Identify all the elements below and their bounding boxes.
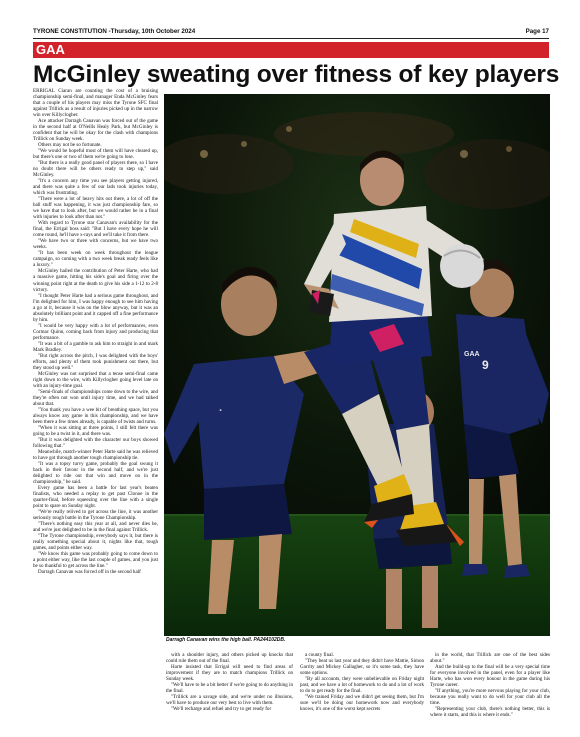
article-paragraph: Every game has been a battle for last year's beaten finalists, who needed a replay to get past Clonoe in the quarter-final, before squeezing over the line with a single point to spare on Sunday night. <box>33 485 158 510</box>
section-label: GAA <box>36 42 65 57</box>
article-paragraph: "There's nothing easy this year at all, and never dies he, and we're just delighted to be in the final against Trillick. <box>33 521 158 534</box>
article-paragraph: McGinley hailed the contribution of Peter Harte, who had a massive game, hitting his side's goal and firing over the winning point right at the death to give his side a 1-12 to 2-8 victory. <box>33 268 158 293</box>
jersey-crest: GAA <box>464 351 480 358</box>
article-photo <box>164 94 550 636</box>
article-paragraph: Meanwhile, match-winner Peter Harte said he was relieved to have got through another tough championship tie. <box>33 448 158 461</box>
publication-dateline: TYRONE CONSTITUTION -Thursday, 10th October 2024 <box>33 28 196 35</box>
article-paragraph: "But it was delighted with the character our boys showed following that." <box>33 436 158 449</box>
article-column-3 <box>300 652 424 732</box>
article-paragraph: "But there is a really good panel of players there, so I have no doubt there will be others ready to step up," said McGinley. <box>33 160 158 179</box>
article-paragraph: Others may not be so fortunate. <box>38 142 102 149</box>
article-paragraph: "You thank you have a wee bit of breathing space, but you always know any game in this championship, and we have been there a few times already, is capable of twists and turns. <box>33 406 158 425</box>
article-column-2 <box>166 652 293 732</box>
article-paragraph: "We'll recharge and refuel and try to get ready for <box>171 706 272 713</box>
article-paragraph: "By all accounts, they were unbelievable on Friday night past, and we have a lot of homework to do and a lot of work to do to get ready for the final. <box>300 676 424 695</box>
article-paragraph: "I would be very happy with a lot of performances, even Cormac Quinn, coming back from injury and producing that performance. <box>33 322 158 341</box>
article-paragraph: "We trained Friday and we didn't get seeing them, but I'm sure we'll be doing our homework now and everybody knows, it's one of the worst kept secrets <box>300 694 424 713</box>
article-paragraph: Ace attacker Darragh Canavan was forced out of the game in the second half at O'Neills Healy Park, but McGinley is confident that he will be okay for the clash with champions Trillick on Sunday week. <box>33 118 158 143</box>
article-column-4 <box>430 652 550 732</box>
article-paragraph: "It was a topsy turvy game, probably the goal swung it back in their favour in the second half, and we're just delighted to ride out that win and move on in the championship," he said. <box>33 460 158 486</box>
svg-text:·: · <box>219 405 223 417</box>
article-paragraph: And the build-up to the final will be a very special time for everyone involved in the panel, even for a player like Harte, who has won every honour in the game during his Tyrone career. <box>430 664 550 689</box>
jersey-number: 9 <box>482 358 489 372</box>
article-paragraph: "I thought Peter Harte had a serious game throughout, and I'm delighted for him, I was happy enough to see him having a go at it, because it was on the blow anyway, but it was an absolutely brilliant point and it capped off a fine performance by him. <box>33 292 158 323</box>
article-paragraph: "When it was sitting at three points, I still felt there was going to be a twist in it, and there was. <box>33 424 158 437</box>
article-paragraph: "Semi-finals of championships come down to the wire, and they're often not won until injury time, and we had talked about that. <box>33 388 158 407</box>
football-photo-illustration <box>164 94 550 636</box>
article-paragraph: "We'll have to be a bit better if we're going to do anything in the final. <box>166 682 293 695</box>
article-paragraph: "It was a bit of a gamble to ask him to straight in and mark Mark Bradley. <box>33 340 158 353</box>
article-paragraph: ERRIGAL Ciaran are counting the cost of a bruising championship semi-final, and manager Enda McGinley fears that a couple of his players may miss the Tyrone SFC final against Trillick as a result of injuries picked up in the narrow win over Killyclogher. <box>33 88 158 119</box>
article-paragraph: "It's a concern any time you see players getting injured, and there was quite a few of our lads took injuries today, which was frustrating. <box>33 178 158 197</box>
article-paragraph: "Trillick are a savage side, and we're under no illusions, we'll have to produce our very best to live with them. <box>166 694 293 707</box>
article-paragraph: "If anything, you're more nervous playing for your club, because you really want to do well for your club all the time. <box>430 688 550 707</box>
article-paragraph: With regard to Tyrone star Canavan's availability for the final, the Errigal boss said: "But I have every hope he will come round, he'll have x-rays and we'll take it from there. <box>33 220 158 239</box>
article-paragraph: in the world, that Trillick are one of the best sides about." <box>430 652 550 665</box>
article-paragraph: "We would be hopeful most of them will have cleared up, but there's one or two of them we're going to lose. <box>33 148 158 161</box>
article-column-1 <box>33 88 158 728</box>
article-paragraph: with a shoulder injury, and others picked up knocks that could rule them out of the final. <box>166 652 293 665</box>
page-number: Page 17 <box>525 28 549 35</box>
article-paragraph: "We're really relived to get across the line, it was another seriously tough battle in the Tyrone Championship. <box>33 509 158 522</box>
article-paragraph: "They beat us last year and they didn't have Mattie, Simon Garrity and Mickey Gallagher, so it's some task, they have some options. <box>300 658 424 677</box>
photo-caption: Darragh Canavan wins the high ball. PA244102DB. <box>166 637 286 643</box>
article-paragraph: "We have two or three with concerns, but we have two weeks. <box>33 238 158 251</box>
article-paragraph: Darragh Canavan was forced off in the second half <box>38 569 141 576</box>
article-paragraph: "We know this game was probably going to come down to a point either way, like the last couple of games, and you just be so thankful to get across the line." <box>33 551 158 570</box>
section-banner <box>33 42 549 58</box>
article-paragraph: a county final. <box>305 652 335 658</box>
headline: McGinley sweating over fitness of key players <box>33 61 560 88</box>
header-rule <box>33 38 549 39</box>
article-paragraph: "Representing your club, there's nothing better, this is where it starts, and this is where it ends." <box>430 706 550 719</box>
article-paragraph: "The Tyrone championship, everybody says it, but there is really something special about it, nights like that, tough games, and points either way. <box>33 533 158 552</box>
article-paragraph: "There were a lot of heavy hits out there, a lot of off the ball stuff was happening, it was just championship fare, so we have that to look after, but we would rather be in a final with injuries to look after than not." <box>33 196 158 221</box>
article-paragraph: McGinley was not surprised that a tense semi-final came right down to the wire, with Killyclogher going level late on with an injury-time goal. <box>33 370 158 389</box>
article-paragraph: Harte insisted that Errigal will need to find areas of improvement if they are to match champions Trillick on Sunday week. <box>166 664 293 683</box>
page-header <box>33 27 549 37</box>
article-paragraph: "But right across the pitch, I was delighted with the boys' efforts, and plenty of them took punishment out there, but they stood up well." <box>33 352 158 371</box>
article-paragraph: "It has been week on week throughout the league campaign, so coming with a two week break ready feels like a luxury." <box>33 250 158 269</box>
